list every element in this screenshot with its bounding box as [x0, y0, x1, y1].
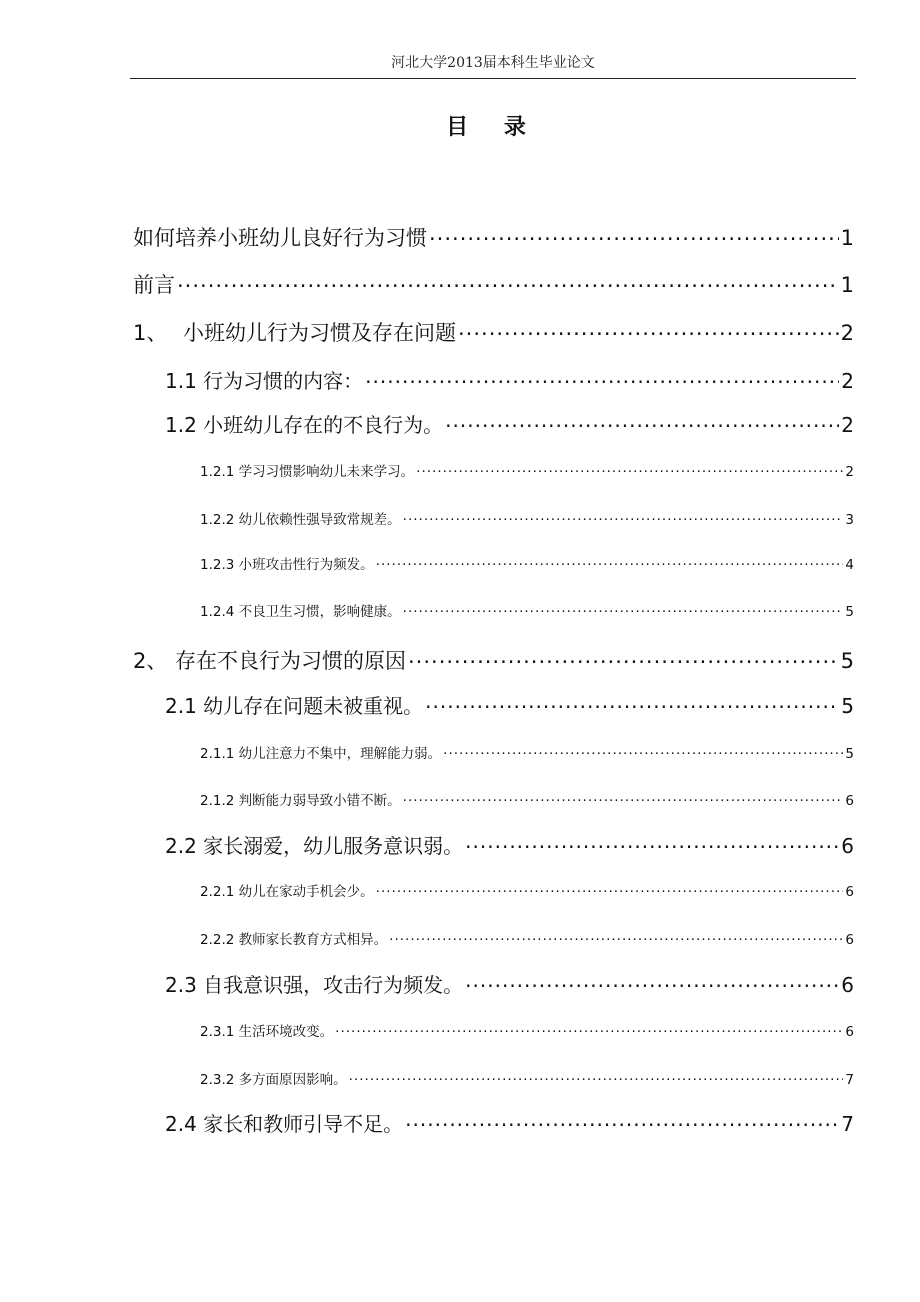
toc-dot-leader — [403, 790, 844, 805]
toc-entry[interactable] — [165, 829, 854, 859]
toc-entry-number: 1.2.2 — [200, 512, 239, 528]
toc-entry-page: 5 — [840, 649, 854, 674]
toc-entry-number: 1.1 — [165, 369, 204, 393]
toc-entry-page: 1 — [840, 273, 854, 298]
toc-entry-page: 7 — [841, 1112, 854, 1136]
toc-entry-number: 2、 — [133, 649, 175, 674]
toc-entry-text: 家长和教师引导不足。 — [203, 1112, 404, 1136]
toc-dot-leader — [443, 743, 843, 758]
toc-entry[interactable] — [200, 880, 854, 900]
toc-entry-page: 6 — [845, 1024, 854, 1040]
toc-entry-number: 1.2.4 — [200, 604, 239, 620]
toc-entry[interactable] — [200, 460, 854, 480]
toc-entry-page: 5 — [845, 746, 854, 762]
toc-entry[interactable] — [200, 789, 854, 809]
toc-entry-page: 2 — [845, 464, 854, 480]
toc-entry[interactable] — [165, 689, 854, 719]
toc-entry-page: 3 — [845, 512, 854, 528]
toc-dot-leader — [465, 829, 839, 853]
toc-entry-page: 1 — [840, 226, 854, 251]
toc-dot-leader — [458, 315, 839, 340]
toc-entry-number: 2.2 — [165, 834, 204, 858]
toc-entry-text: 行为习惯的内容： — [203, 369, 364, 393]
toc-entry-text: 学习习惯影响幼儿未来学习。 — [238, 464, 415, 480]
toc-entry[interactable] — [133, 315, 854, 347]
toc-entry-page: 6 — [845, 793, 854, 809]
toc-entry-page: 5 — [845, 604, 854, 620]
toc-entry-text: 幼儿在家动手机会少。 — [238, 884, 374, 900]
toc-entry-number: 2.3.2 — [200, 1072, 239, 1088]
toc-entry-number: 2.1.2 — [200, 793, 239, 809]
toc-entry[interactable] — [200, 742, 854, 762]
toc-dot-leader — [445, 408, 839, 432]
toc-entry[interactable] — [165, 1107, 854, 1137]
toc-dot-leader — [403, 509, 844, 524]
toc-entry[interactable] — [165, 408, 854, 438]
toc-entry[interactable] — [200, 553, 854, 573]
toc-dot-leader — [376, 881, 844, 896]
toc-dot-leader — [429, 220, 839, 245]
toc-entry-text: 教师家长教育方式相异。 — [238, 932, 388, 948]
toc-entry-number: 1、 — [133, 321, 181, 346]
toc-dot-leader — [389, 929, 843, 944]
toc-entry-number: 2.2.2 — [200, 932, 239, 948]
toc-entry-text: 不良卫生习惯，影响健康。 — [238, 604, 401, 620]
toc-entry-page: 2 — [840, 321, 854, 346]
toc-entry[interactable] — [165, 364, 854, 394]
toc-entry-page: 6 — [845, 932, 854, 948]
toc-entry-text: 幼儿存在问题未被重视。 — [203, 694, 424, 718]
toc-dot-leader — [403, 601, 844, 616]
toc-entry-text: 小班幼儿存在的不良行为。 — [203, 413, 444, 437]
toc-entry[interactable] — [200, 600, 854, 620]
page-header: 河北大学2013届本科生毕业论文 — [391, 55, 595, 71]
toc-entry[interactable] — [200, 1020, 854, 1040]
toc-entry-number: 2.1 — [165, 694, 204, 718]
toc-entry-page: 2 — [841, 413, 854, 437]
toc-entry-page: 2 — [841, 369, 854, 393]
toc-entry-page: 6 — [845, 884, 854, 900]
toc-entry-number: 1.2.3 — [200, 557, 239, 573]
toc-entry-number: 2.2.1 — [200, 884, 239, 900]
toc-entry[interactable] — [200, 508, 854, 528]
toc-dot-leader — [465, 968, 839, 992]
toc-entry-page: 6 — [841, 834, 854, 858]
toc-entry[interactable] — [133, 267, 854, 299]
toc-entry-text: 自我意识强，攻击行为频发。 — [203, 973, 464, 997]
toc-entry-text: 家长溺爱，幼儿服务意识弱。 — [203, 834, 464, 858]
toc-entry[interactable] — [200, 928, 854, 948]
toc-entry-page: 4 — [845, 557, 854, 573]
toc-entry-page: 7 — [845, 1072, 854, 1088]
toc-entry-number: 2.4 — [165, 1112, 204, 1136]
toc-dot-leader — [365, 364, 839, 388]
toc-entry[interactable] — [133, 220, 854, 252]
page-title: 目 录 — [446, 115, 540, 140]
toc-dot-leader — [376, 554, 844, 569]
toc-entry-text: 小班攻击性行为频发。 — [238, 557, 374, 573]
toc-entry-text: 小班幼儿行为习惯及存在问题 — [183, 321, 456, 346]
toc-dot-leader — [416, 461, 843, 476]
toc-entry-text: 前言 — [133, 273, 175, 298]
toc-entry[interactable] — [133, 643, 854, 675]
toc-entry-text: 存在不良行为习惯的原因 — [175, 649, 406, 674]
toc-dot-leader — [425, 689, 839, 713]
toc-entry-number: 2.3 — [165, 973, 204, 997]
toc-entry-text: 判断能力弱导致小错不断。 — [238, 793, 401, 809]
toc-entry-text: 生活环境改变。 — [238, 1024, 334, 1040]
toc-entry-number: 2.1.1 — [200, 746, 239, 762]
toc-entry-number: 2.3.1 — [200, 1024, 239, 1040]
toc-dot-leader — [408, 643, 839, 668]
toc-entry-text: 幼儿依赖性强导致常规差。 — [238, 512, 401, 528]
toc-dot-leader — [405, 1107, 839, 1131]
toc-dot-leader — [349, 1069, 844, 1084]
toc-entry-text: 多方面原因影响。 — [238, 1072, 347, 1088]
toc-entry-text: 如何培养小班幼儿良好行为习惯 — [133, 226, 427, 251]
toc-entry-number: 1.2.1 — [200, 464, 239, 480]
toc-entry-page: 5 — [841, 694, 854, 718]
toc-entry[interactable] — [200, 1068, 854, 1088]
toc-entry-number: 1.2 — [165, 413, 204, 437]
toc-entry[interactable] — [165, 968, 854, 998]
toc-entry-page: 6 — [841, 973, 854, 997]
toc-dot-leader — [335, 1021, 843, 1036]
toc-dot-leader — [177, 267, 839, 292]
toc-entry-text: 幼儿注意力不集中，理解能力弱。 — [238, 746, 442, 762]
